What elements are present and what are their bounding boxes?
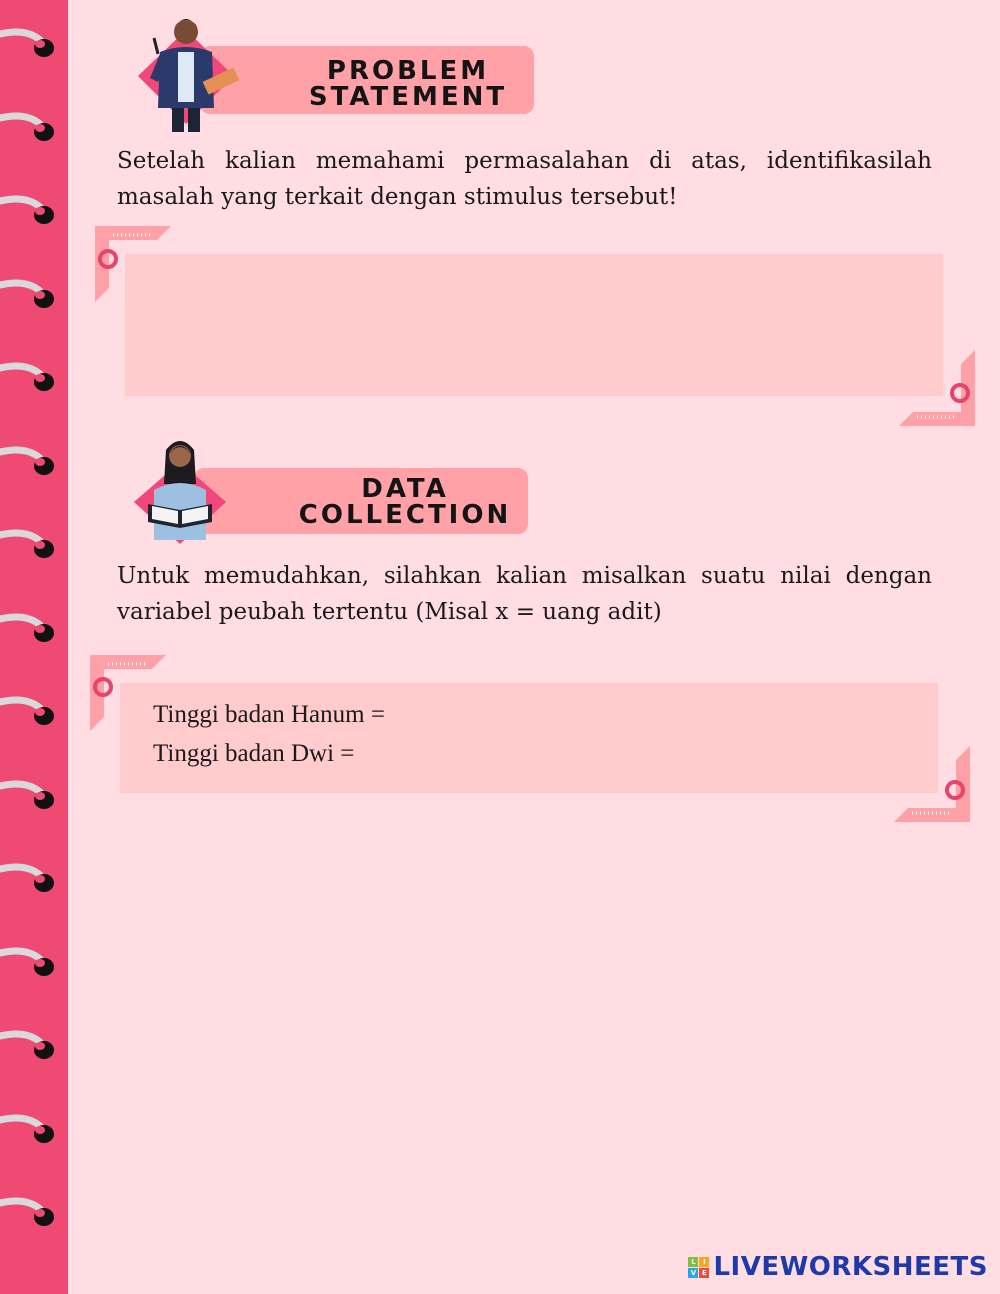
logo-letter: I [699, 1257, 709, 1267]
title-line-1: PROBLEM [326, 56, 490, 86]
spiral-binding-ring-icon [0, 1030, 60, 1060]
spiral-binding-ring-icon [0, 362, 60, 392]
logo-letter: L [688, 1257, 698, 1267]
hanum-height-label: Tinggi badan Hanum = [153, 701, 385, 728]
spiral-binding-ring-icon [0, 279, 60, 309]
title-line-2: COLLECTION [298, 500, 512, 530]
spiral-binding-ring-icon [0, 195, 60, 225]
spiral-binding-ring-icon [0, 529, 60, 559]
data-answer-lines [153, 695, 385, 773]
spiral-binding-ring-icon [0, 780, 60, 810]
problem-answer-box[interactable] [125, 254, 943, 396]
logo-letter: V [688, 1268, 698, 1278]
corner-frame-decoration-icon [895, 350, 975, 430]
data-collection-title [260, 476, 550, 528]
spiral-binding-ring-icon [0, 1114, 60, 1144]
problem-statement-banner [138, 8, 538, 136]
spiral-binding-ring-icon [0, 1197, 60, 1227]
title-line-1: DATA [361, 474, 449, 504]
teacher-woman-reading-figure-icon [134, 432, 234, 548]
spiral-binding-ring-icon [0, 112, 60, 142]
teacher-man-figure-icon [138, 8, 248, 136]
logo-grid-icon [688, 1257, 709, 1278]
spiral-binding-ring-icon [0, 863, 60, 893]
spiral-binding-ring-icon [0, 613, 60, 643]
spiral-binding-ring-icon [0, 28, 60, 58]
data-collection-banner [134, 432, 534, 548]
logo-brand-text: LIVEWORKSHEETS [713, 1252, 988, 1282]
title-line-2: STATEMENT [308, 82, 508, 112]
spiral-binding-ring-icon [0, 696, 60, 726]
problem-instruction: Setelah kalian memahami permasalahan di atas, identifikasilah masalah yang terkait dengan stimulus tersebut! [117, 148, 932, 210]
dwi-height-label: Tinggi badan Dwi = [153, 740, 355, 767]
data-instruction: Untuk memudahkan, silahkan kalian misalkan suatu nilai dengan variabel peubah tertentu (Misal x = uang adit) [117, 563, 932, 625]
spiral-binding-ring-icon [0, 947, 60, 977]
spiral-binding-ring-icon [0, 446, 60, 476]
problem-statement-title [268, 58, 548, 110]
logo-letter: E [699, 1268, 709, 1278]
liveworksheets-logo [688, 1252, 988, 1282]
corner-frame-decoration-icon [890, 746, 970, 826]
